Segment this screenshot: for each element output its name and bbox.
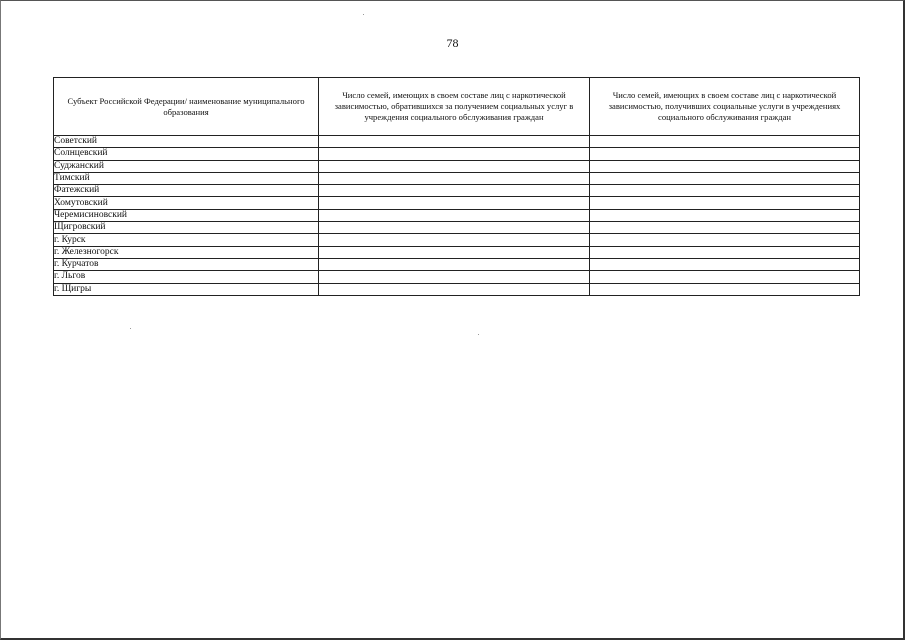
received-cell [590,258,860,270]
applied-cell [319,185,590,197]
received-cell [590,160,860,172]
region-cell: г. Курск [54,234,319,246]
applied-cell [319,136,590,148]
table-row [54,258,860,270]
region-cell: г. Железногорск [54,246,319,258]
applied-cell [319,222,590,234]
received-cell [590,148,860,160]
region-cell: Хомутовский [54,197,319,209]
applied-cell [319,246,590,258]
header-row [54,78,860,136]
received-cell [590,283,860,295]
applied-cell [319,283,590,295]
table-row [54,209,860,221]
applied-cell [319,271,590,283]
received-cell [590,222,860,234]
families-table [53,77,860,296]
scan-speck [363,14,364,15]
region-cell: Советский [54,136,319,148]
received-cell [590,185,860,197]
table-row [54,172,860,184]
table-row [54,246,860,258]
applied-cell [319,172,590,184]
applied-cell [319,148,590,160]
table-row [54,234,860,246]
received-cell [590,136,860,148]
received-cell [590,234,860,246]
region-cell: Суджанский [54,160,319,172]
applied-cell [319,234,590,246]
region-cell: Тимский [54,172,319,184]
table-row [54,271,860,283]
table-row [54,160,860,172]
applied-cell [319,197,590,209]
region-cell: г. Щигры [54,283,319,295]
received-cell [590,197,860,209]
region-cell: Солнцевский [54,148,319,160]
applied-cell [319,258,590,270]
region-cell: Фатежский [54,185,319,197]
applied-cell [319,160,590,172]
table-row [54,197,860,209]
region-cell: Щигровский [54,222,319,234]
table-row [54,185,860,197]
region-cell: г. Льгов [54,271,319,283]
received-cell [590,271,860,283]
header-region: Субъект Российской Федерации/ наименование муниципального образования [54,78,319,136]
table-row [54,136,860,148]
header-applied: Число семей, имеющих в своем составе лиц с наркотической зависимостью, обратившихся за получением социальных услуг в учреждения социального обслуживания граждан [319,78,590,136]
region-cell: г. Курчатов [54,258,319,270]
table-row [54,148,860,160]
received-cell [590,172,860,184]
header-received: Число семей, имеющих в своем составе лиц с наркотической зависимостью, получивших социальные услуги в учреждениях социального обслуживания граждан [590,78,860,136]
received-cell [590,209,860,221]
scan-speck [130,328,131,329]
table-row [54,222,860,234]
page-number: 78 [446,36,459,50]
table-row [54,283,860,295]
region-cell: Черемисиновский [54,209,319,221]
scan-speck [478,334,479,335]
received-cell [590,246,860,258]
applied-cell [319,209,590,221]
